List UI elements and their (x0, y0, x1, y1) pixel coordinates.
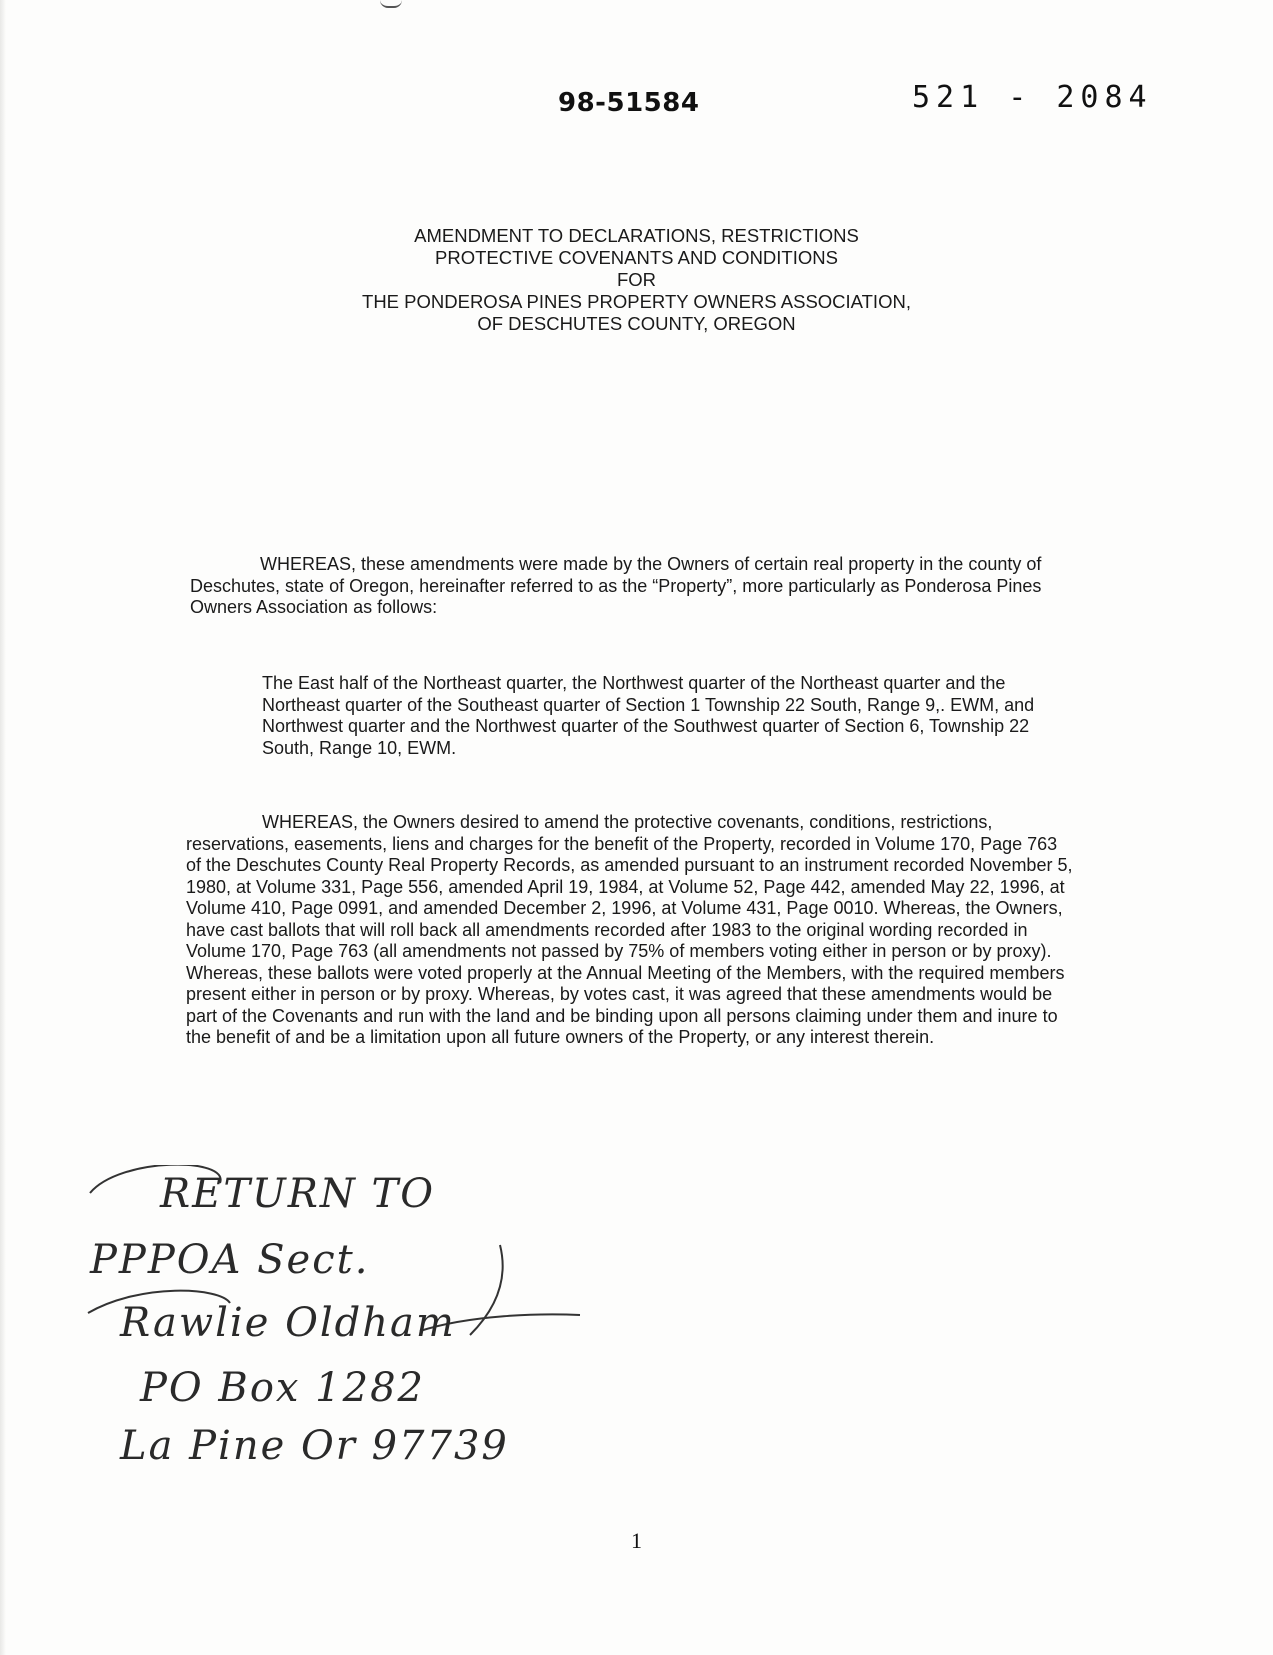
staple-mark (380, 0, 402, 8)
document-title (250, 225, 1023, 335)
handwritten-line: La Pine Or 97739 (120, 1423, 509, 1469)
title-line: FOR (616, 269, 657, 290)
whereas-paragraph-1: WHEREAS, these amendments were made by the Owners of certain real property in the county of Deschutes, state of Oregon, hereinafter referred to as the “Property”, more particularly as Ponderosa Pines Owners Association as follows: (190, 554, 1042, 617)
page-number: 1 (631, 1528, 642, 1553)
title-line: THE PONDEROSA PINES PROPERTY OWNERS ASSOCIATION, (362, 291, 911, 312)
title-line: AMENDMENT TO DECLARATIONS, RESTRICTIONS (414, 225, 859, 246)
title-line: OF DESCHUTES COUNTY, OREGON (477, 313, 796, 334)
title-line: PROTECTIVE COVENANTS AND CONDITIONS (435, 247, 838, 268)
legal-description-paragraph: The East half of the Northeast quarter, the Northwest quarter of the Northeast quarter and the Northeast quarter of the Southeast quarter of Section 1 Township 22 South, Range 9,. EWM, and Northwest quarter and the Northwest quarter of the Southwest quarter of Section 6, Township 22 South, Range 10, EWM. (262, 673, 1035, 758)
whereas-paragraph-2: WHEREAS, the Owners desired to amend the protective covenants, conditions, restrictions, reservations, easements, liens and charges for the benefit of the Property, recorded in Volume 170, Page 763 of the Deschutes County Real Property Records, as amended pursuant to an instrument recorded November 5, 1980, at Volume 331, Page 556, amended April 19, 1984, at Volume 52, Page 442, amended May 22, 1996, at Volume 410, Page 0991, and amended December 2, 1996, at Volume 431, Page 0010. Whereas, the Owners, have cast ballots that will roll back all amendments recorded after 1983 to the original wording recorded in Volume 170, Page 763 (all amendments not passed by 75% of members voting either in person or by proxy). Whereas, these ballots were voted properly at the Annual Meeting of the Members, with the required members present either in person or by proxy. Whereas, by votes cast, it was agreed that these amendments would be part of the Covenants and run with the land and be binding upon all persons claiming under them and inure to the benefit of and be a limitation upon all future owners of the Property, or any interest therein. (186, 812, 1073, 1047)
volume-page-stamp: 521 - 2084 (912, 80, 1153, 115)
handwritten-return-address (80, 1165, 620, 1495)
recording-number: 98-51584 (558, 88, 700, 118)
handwritten-line: PPPOA Sect. (90, 1237, 370, 1283)
scan-edge-left (0, 0, 6, 1655)
handwritten-line: PO Box 1282 (140, 1365, 425, 1411)
handwritten-line: RETURN TO (160, 1171, 436, 1217)
handwritten-signature: Rawlie Oldham (120, 1300, 456, 1346)
